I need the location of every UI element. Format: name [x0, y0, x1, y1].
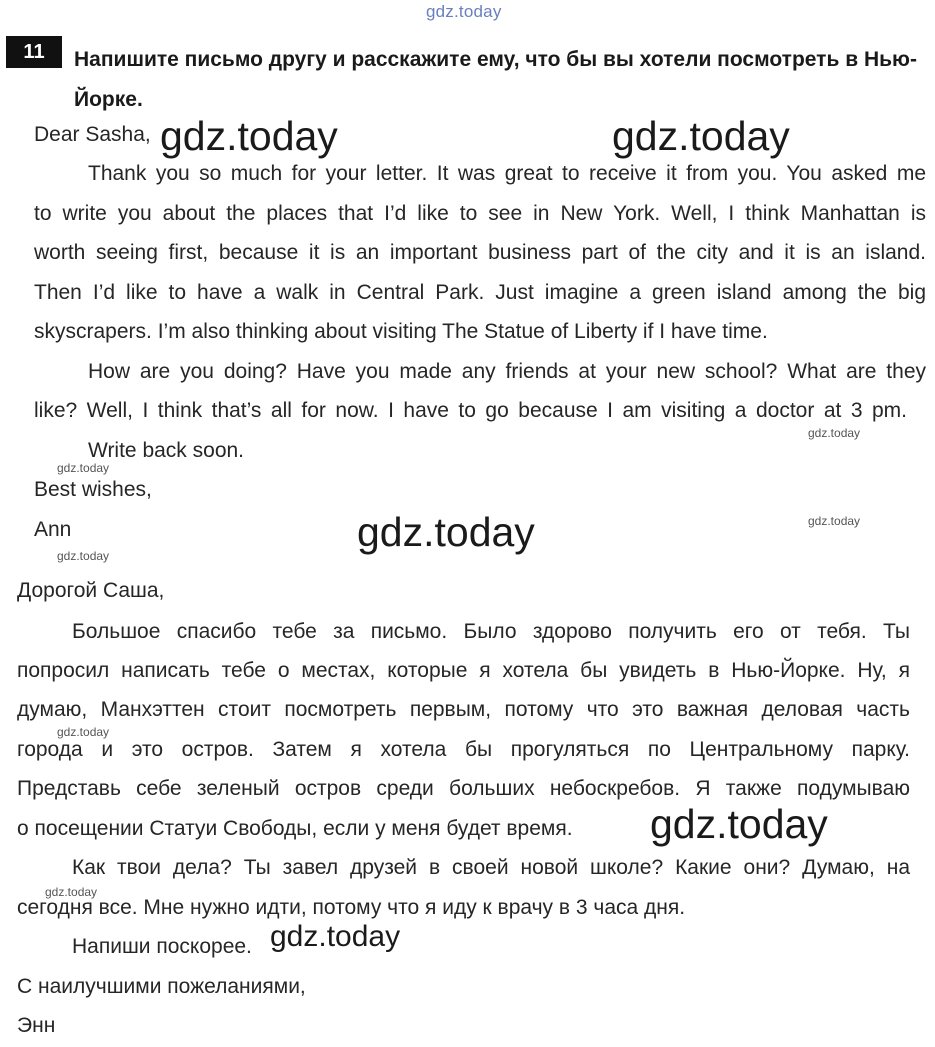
russian-line-8: сегодня все. Мне нужно идти, потому что я иду к врачу в 3 часа дня.	[17, 896, 686, 919]
english-line-8: Write back soon.	[88, 439, 245, 462]
english-closing: Best wishes,	[34, 478, 152, 501]
watermark-small: gdz.today	[57, 549, 110, 563]
watermark-large: gdz.today	[612, 113, 790, 159]
english-line-6: How are you doing? Have you made any friends at your new school? What are they	[88, 360, 926, 383]
watermark-medium: gdz.today	[270, 920, 401, 953]
russian-signature: Энн	[17, 1014, 56, 1037]
watermark-large: gdz.today	[357, 509, 535, 555]
russian-line-7: Как твои дела? Ты завел друзей в своей новой школе? Какие они? Думаю, на	[72, 856, 910, 879]
english-line-2: to write you about the places that I’d like to see in New York. Well, I think Manhattan is	[34, 202, 926, 225]
watermark-large: gdz.today	[160, 113, 338, 159]
watermark-small: gdz.today	[57, 461, 110, 475]
watermark-small: gdz.today	[808, 514, 861, 528]
watermark-large: gdz.today	[650, 801, 828, 847]
english-signature: Ann	[34, 518, 72, 541]
english-line-3: worth seeing first, because it is an important business part of the city and it is an island.	[34, 241, 926, 264]
english-greeting: Dear Sasha,	[34, 123, 151, 146]
watermark-small: gdz.today	[57, 725, 110, 739]
task-instruction: Напишите письмо другу и расскажите ему, что бы вы хотели посмотреть в Нью-Йорке.	[74, 48, 917, 111]
russian-line-1: Большое спасибо тебе за письмо. Было здорово получить его от тебя. Ты	[72, 620, 910, 643]
russian-line-2: попросил написать тебе о местах, которые я хотела бы увидеть в Нью-Йорке. Ну, я	[17, 659, 910, 682]
english-line-4: Then I’d like to have a walk in Central Park. Just imagine a green island among the big	[34, 281, 926, 304]
watermark-small: gdz.today	[808, 426, 861, 440]
russian-closing: С наилучшими пожеланиями,	[17, 975, 306, 998]
task-number-badge: 11	[6, 36, 62, 68]
russian-line-4: города и это остров. Затем я хотела бы прогуляться по Центральному парку.	[17, 738, 910, 761]
site-watermark-header: gdz.today	[426, 2, 502, 21]
english-line-7: like? Well, I think that’s all for now. I have to go because I am visiting a doctor at 3 pm.	[34, 399, 907, 422]
english-line-5: skyscrapers. I’m also thinking about visiting The Statue of Liberty if I have time.	[34, 320, 768, 343]
russian-greeting: Дорогой Саша,	[17, 579, 165, 602]
russian-line-6: о посещении Статуи Свободы, если у меня будет время.	[17, 817, 573, 840]
russian-line-3: думаю, Манхэттен стоит посмотреть первым, потому что это важная деловая часть	[17, 698, 910, 721]
english-line-1: Thank you so much for your letter. It was great to receive it from you. You asked me	[88, 162, 926, 185]
russian-line-9: Напиши поскорее.	[72, 935, 252, 958]
watermark-small: gdz.today	[45, 885, 98, 899]
russian-line-5: Представь себе зеленый остров среди больших небоскребов. Я также подумываю	[17, 777, 910, 800]
